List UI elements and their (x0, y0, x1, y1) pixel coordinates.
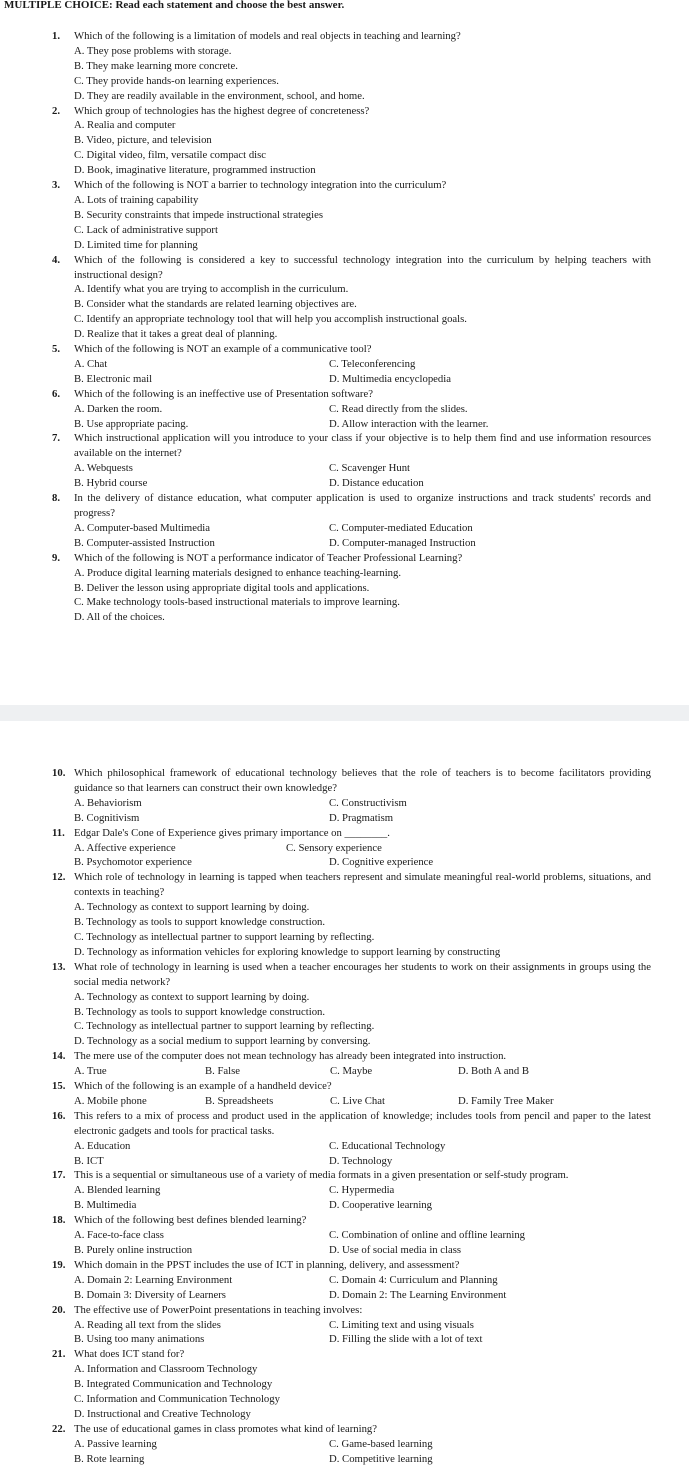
question-number: 21. (52, 1348, 66, 1361)
option-a: A. Face-to-face class (74, 1229, 164, 1242)
option-b: B. Psychomotor experience (74, 856, 192, 869)
page-1 (0, 0, 689, 705)
question-stem: Which group of technologies has the highest degree of concreteness? (74, 104, 370, 117)
option-c: C. Combination of online and offline learning (329, 1229, 526, 1242)
option-a: A. Blended learning (74, 1184, 161, 1197)
question-stem: Which of the following is an example of a handheld device? (74, 1080, 332, 1093)
question-number: 17. (52, 1169, 66, 1182)
option-a: A. Technology as context to support learning by doing. (74, 901, 310, 914)
page-2 (0, 721, 689, 1482)
question-stem: Which instructional application will you introduce to your class if your objective is to help them find and use information resources available on the internet? (74, 432, 651, 460)
option-a: A. Technology as context to support learning by doing. (74, 990, 310, 1003)
option-d: D. Instructional and Creative Technology (74, 1407, 251, 1420)
option-b: B. Use appropriate pacing. (74, 417, 189, 430)
option-a: A. Reading all text from the slides (74, 1318, 221, 1331)
option-c: C. Maybe (330, 1065, 373, 1078)
option-b: B. Integrated Communication and Technology (74, 1378, 273, 1391)
option-b: B. ICT (74, 1154, 104, 1167)
option-d: D. Distance education (329, 477, 424, 490)
option-b: B. False (205, 1065, 241, 1078)
option-d: D. All of the choices. (74, 611, 165, 624)
question-list-2 (35, 766, 651, 1467)
option-c: C. Scavenger Hunt (329, 462, 411, 475)
question-stem: Which of the following is considered a key to successful technology integration into the curriculum by helping teachers with instructional design? (74, 253, 651, 281)
option-b: B. They make learning more concrete. (74, 59, 238, 72)
question-number: 10. (52, 767, 66, 779)
option-d: D. Cooperative learning (329, 1199, 432, 1212)
option-a: A. Mobile phone (74, 1094, 147, 1107)
option-c: C. Computer-mediated Education (329, 521, 473, 534)
question-number: 19. (52, 1258, 66, 1271)
question-stem: Which philosophical framework of educational technology believes that the role of teachers is to become facilitators providing guidance so that learners can construct their own knowledge? (74, 767, 651, 794)
option-a: A. Lots of training capability (74, 193, 199, 206)
question-stem: This is a sequential or simultaneous use of a variety of media formats in a given presentation or self-study program. (74, 1169, 569, 1182)
option-b: B. Consider what the standards are related learning objectives are. (74, 298, 357, 311)
question-8 (35, 491, 651, 551)
question-10 (35, 766, 651, 826)
question-stem: The effective use of PowerPoint presentations in teaching involves: (74, 1303, 363, 1316)
question-number: 1. (52, 30, 61, 42)
question-number: 4. (52, 253, 61, 266)
question-stem: Which domain in the PPST includes the use of ICT in planning, delivery, and assessment? (74, 1258, 460, 1271)
option-d: D. Domain 2: The Learning Environment (329, 1288, 507, 1301)
question-19 (35, 1258, 651, 1303)
option-a: A. True (74, 1065, 107, 1078)
option-b: B. Security constraints that impede instructional strategies (74, 208, 324, 221)
option-c: C. Sensory experience (286, 841, 382, 854)
option-d: D. Competitive learning (329, 1452, 433, 1465)
option-c: C. Identify an appropriate technology tool that will help you accomplish instructional goals. (74, 313, 467, 326)
option-a: A. Darken the room. (74, 402, 163, 415)
option-b: B. Multimedia (74, 1199, 137, 1212)
question-number: 8. (52, 492, 61, 505)
option-b: B. Hybrid course (74, 477, 148, 490)
option-c: C. Limiting text and using visuals (329, 1318, 474, 1331)
question-list-1 (35, 29, 651, 625)
question-13 (35, 960, 651, 1049)
option-c: C. Technology as intellectual partner to support learning by reflecting. (74, 1020, 375, 1033)
question-number: 5. (52, 343, 61, 356)
question-1 (35, 29, 651, 104)
option-d: D. Both A and B (458, 1065, 529, 1078)
option-b: B. Technology as tools to support knowledge construction. (74, 916, 326, 929)
option-a: A. Produce digital learning materials designed to enhance teaching-learning. (74, 566, 402, 579)
option-d: D. Filling the slide with a lot of text (329, 1333, 483, 1346)
page-separator (0, 705, 689, 721)
option-b: B. Spreadsheets (205, 1094, 274, 1107)
question-11 (35, 826, 651, 871)
question-number: 12. (52, 871, 66, 884)
option-a: A. Education (74, 1139, 131, 1152)
option-d: D. Multimedia encyclopedia (329, 372, 451, 385)
question-stem: Which of the following is an ineffective use of Presentation software? (74, 387, 373, 400)
option-b: B. Electronic mail (74, 372, 153, 385)
option-d: D. They are readily available in the environment, school, and home. (74, 89, 365, 102)
option-d: D. Limited time for planning (74, 238, 198, 251)
option-c: C. Digital video, film, versatile compact disc (74, 149, 267, 162)
question-stem: This refers to a mix of process and product used in the application of knowledge; includes tools from pencil and paper to the latest electronic gadgets and tools for practical tasks. (74, 1109, 651, 1137)
question-9 (35, 551, 651, 626)
question-number: 15. (52, 1080, 66, 1093)
option-c: C. Constructivism (329, 796, 407, 809)
option-c: C. Lack of administrative support (74, 223, 218, 236)
option-c: C. Game-based learning (329, 1437, 433, 1450)
question-stem: Which of the following is a limitation of models and real objects in teaching and learning? (74, 30, 461, 42)
option-c: C. Domain 4: Curriculum and Planning (329, 1273, 498, 1286)
question-stem: What role of technology in learning is used when a teacher encourages her students to work on their assignments in groups using the social media network? (74, 960, 651, 988)
question-number: 2. (52, 104, 61, 117)
question-21 (35, 1347, 651, 1422)
option-a: A. Information and Classroom Technology (74, 1363, 258, 1376)
question-stem: Which of the following is NOT a performance indicator of Teacher Professional Learning? (74, 551, 463, 564)
option-d: D. Computer-managed Instruction (329, 536, 476, 549)
question-stem: The mere use of the computer does not mean technology has already been integrated into instruction. (74, 1050, 507, 1063)
question-stem: Which of the following is NOT a barrier to technology integration into the curriculum? (74, 179, 447, 192)
option-a: A. Identify what you are trying to accomplish in the curriculum. (74, 283, 349, 296)
option-a: A. They pose problems with storage. (74, 44, 232, 57)
option-a: A. Computer-based Multimedia (74, 521, 211, 534)
question-number: 7. (52, 432, 61, 445)
option-c: C. Hypermedia (329, 1184, 395, 1197)
option-a: A. Webquests (74, 462, 133, 475)
question-stem: Edgar Dale's Cone of Experience gives primary importance on ________. (74, 826, 390, 839)
question-number: 18. (52, 1214, 66, 1227)
question-number: 13. (52, 960, 66, 973)
question-12 (35, 870, 651, 959)
option-d: D. Cognitive experience (329, 856, 434, 869)
option-c: C. Live Chat (330, 1094, 385, 1107)
question-stem: The use of educational games in class promotes what kind of learning? (74, 1422, 378, 1435)
question-3 (35, 178, 651, 253)
question-number: 11. (52, 826, 65, 839)
question-14 (35, 1049, 651, 1079)
question-stem: In the delivery of distance education, what computer application is used to organize instructions and track students' records and progress? (74, 492, 651, 519)
option-b: B. Technology as tools to support knowledge construction. (74, 1005, 326, 1018)
option-b: B. Cognitivism (74, 811, 140, 824)
option-d: D. Pragmatism (329, 811, 394, 824)
question-number: 3. (52, 179, 61, 192)
question-22 (35, 1422, 651, 1467)
option-d: D. Book, imaginative literature, programmed instruction (74, 164, 316, 177)
question-number: 16. (52, 1109, 66, 1122)
instructions-header: MULTIPLE CHOICE: Read each statement and choose the best answer. (4, 0, 345, 11)
question-20 (35, 1303, 651, 1348)
question-number: 9. (52, 551, 61, 564)
option-b: B. Purely online instruction (74, 1244, 193, 1256)
option-d: D. Technology (329, 1154, 393, 1167)
question-18 (35, 1213, 651, 1258)
question-stem: Which of the following best defines blended learning? (74, 1214, 307, 1227)
option-a: A. Passive learning (74, 1437, 157, 1450)
option-a: A. Chat (74, 357, 108, 370)
option-b: B. Using too many animations (74, 1333, 205, 1346)
question-6 (35, 387, 651, 432)
option-b: B. Domain 3: Diversity of Learners (74, 1288, 226, 1301)
option-d: D. Use of social media in class (329, 1244, 462, 1256)
option-d: D. Technology as information vehicles for exploring knowledge to support learning by constructing (74, 945, 501, 958)
option-d: D. Family Tree Maker (458, 1094, 554, 1107)
question-5 (35, 342, 651, 387)
option-a: A. Behaviorism (74, 796, 142, 809)
option-d: D. Realize that it takes a great deal of planning. (74, 328, 278, 341)
question-stem: Which role of technology in learning is tapped when teachers represent and simulate meaningful real-world problems, situations, and contexts in teaching? (74, 871, 651, 899)
question-4 (35, 253, 651, 342)
question-number: 22. (52, 1422, 66, 1435)
option-b: B. Video, picture, and television (74, 134, 212, 147)
option-a: A. Affective experience (74, 841, 176, 854)
option-b: B. Rote learning (74, 1452, 145, 1465)
option-c: C. Teleconferencing (329, 357, 416, 370)
question-stem: What does ICT stand for? (74, 1348, 185, 1361)
question-number: 20. (52, 1303, 66, 1316)
option-c: C. Technology as intellectual partner to support learning by reflecting. (74, 930, 375, 943)
option-b: B. Computer-assisted Instruction (74, 536, 215, 549)
option-d: D. Allow interaction with the learner. (329, 417, 489, 430)
question-7 (35, 431, 651, 491)
option-a: A. Realia and computer (74, 119, 176, 132)
question-15 (35, 1079, 651, 1109)
option-c: C. Make technology tools-based instructional materials to improve learning. (74, 596, 400, 609)
option-a: A. Domain 2: Learning Environment (74, 1273, 233, 1286)
question-number: 6. (52, 387, 61, 400)
option-c: C. Information and Communication Technology (74, 1393, 280, 1406)
option-c: C. Read directly from the slides. (329, 402, 468, 415)
question-number: 14. (52, 1050, 66, 1063)
question-16 (35, 1109, 651, 1169)
option-c: C. They provide hands-on learning experiences. (74, 74, 279, 87)
option-b: B. Deliver the lesson using appropriate digital tools and applications. (74, 581, 370, 594)
option-c: C. Educational Technology (329, 1139, 446, 1152)
question-stem: Which of the following is NOT an example of a communicative tool? (74, 343, 372, 356)
question-17 (35, 1168, 651, 1213)
question-2 (35, 104, 651, 179)
option-d: D. Technology as a social medium to support learning by conversing. (74, 1035, 371, 1048)
